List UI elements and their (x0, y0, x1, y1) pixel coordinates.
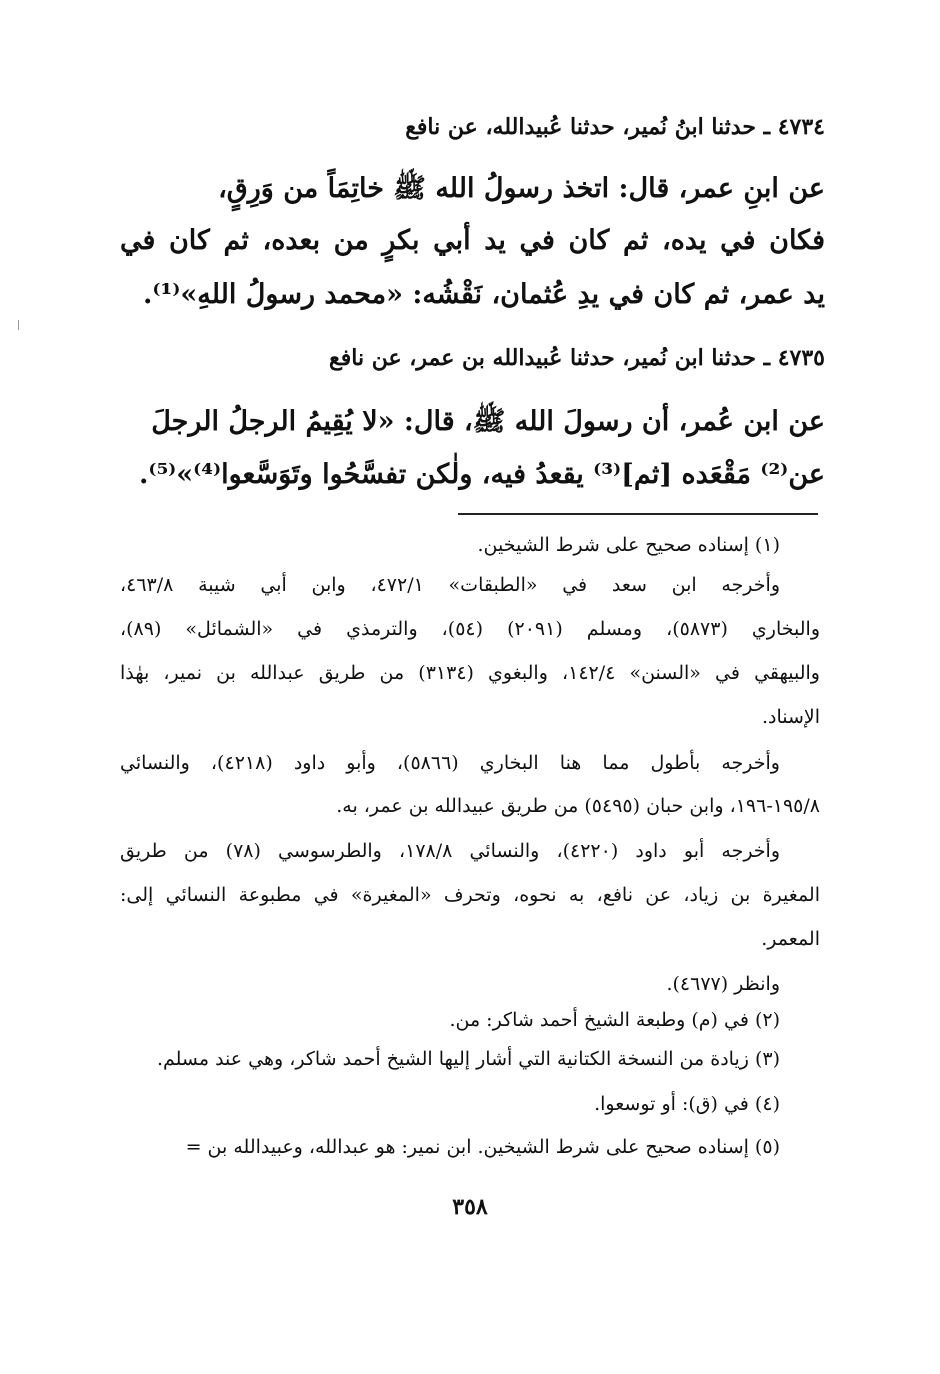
hadith-4734-line-3: يد عمر، ثم كان في يدِ عُثمان، نَقْشُه: «محمد رسولُ اللهِ»⁽¹⁾. (143, 279, 825, 310)
hadith-4734-line-1: عن ابنِ عمر، قال: اتخذ رسولُ الله ﷺ خاتِمَاً من وَرِقٍ، (218, 173, 825, 204)
footnote-4-line: (٤) في (ق): أو توسعوا. (594, 1093, 780, 1115)
footnote-1-line: (١) إسناده صحيح على شرط الشيخين. (477, 534, 780, 556)
hadith-4735-line-2: عن⁽²⁾ مَقْعَده [ثم]⁽³⁾ يقعدُ فيه، ولٰكن تفسَّحُوا وتَوَسَّعوا⁽⁴⁾»⁽⁵⁾. (138, 459, 825, 490)
hadith-4735-line-1: عن ابن عُمر، أن رسولَ الله ﷺ، قال: «لا يُقِيمُ الرجلُ الرجلَ (151, 406, 825, 437)
footnote-5-line: (٥) إسناده صحيح على شرط الشيخين. ابن نمير: هو عبدالله، وعبيدالله بن = (185, 1136, 780, 1158)
footnote-1-detail-line: والبخاري (٥٨٧٣)، ومسلم (٢٠٩١) (٥٤)، والترمذي في «الشمائل» (٨٩)، (120, 618, 820, 640)
footnote-1-detail-line: ١٩٥/٨-١٩٦، وابن حبان (٥٤٩٥) من طريق عبيدالله بن عمر، به. (336, 795, 820, 817)
footnote-1-detail-line: المغيرة بن زياد، عن نافع، به نحوه، وتحرف «المغيرة» في مطبوعة النسائي إلى: (120, 884, 820, 906)
footnote-separator (458, 513, 818, 515)
footnote-1-detail-line: الإسناد. (761, 706, 820, 728)
footnote-1-detail-line: وأخرجه أبو داود (٤٢٢٠)، والنسائي ١٧٨/٨، والطرسوسي (٧٨) من طريق (120, 840, 780, 862)
footnote-1-detail-line: المعمر. (761, 928, 820, 950)
hadith-4735-header: ٤٧٣٥ ـ حدثنا ابن نُمير، حدثنا عُبيدالله بن عمر، عن نافع (329, 345, 825, 371)
footnote-1-detail-line: والبيهقي في «السنن» ١٤٢/٤، والبغوي (٣١٣٤) من طريق عبدالله بن نمير، بهٰذا (120, 662, 820, 684)
footnote-2-line: (٢) في (م) وطبعة الشيخ أحمد شاكر: من. (449, 1009, 780, 1031)
page-number: ٣٥٨ (452, 1194, 488, 1220)
footnote-1-detail-line: وأخرجه ابن سعد في «الطبقات» ٤٧٢/١، وابن أبي شيبة ٤٦٣/٨، (120, 574, 780, 596)
footnote-1-detail-line: وأخرجه بأطول مما هنا البخاري (٥٨٦٦)، وأبو داود (٤٢١٨)، والنسائي (120, 752, 780, 774)
scan-edge-mark (18, 320, 19, 330)
footnote-3-line: (٣) زيادة من النسخة الكتانية التي أشار إليها الشيخ أحمد شاكر، وهي عند مسلم. (156, 1048, 780, 1070)
hadith-4734-line-2: فكان في يده، ثم كان في يد أبي بكرٍ من بعده، ثم كان في (120, 225, 825, 256)
hadith-4734-header: ٤٧٣٤ ـ حدثنا ابنُ نُمير، حدثنا عُبيدالله، عن نافع (405, 114, 825, 140)
footnote-1-detail-line: وانظر (٤٦٧٧). (666, 973, 780, 995)
